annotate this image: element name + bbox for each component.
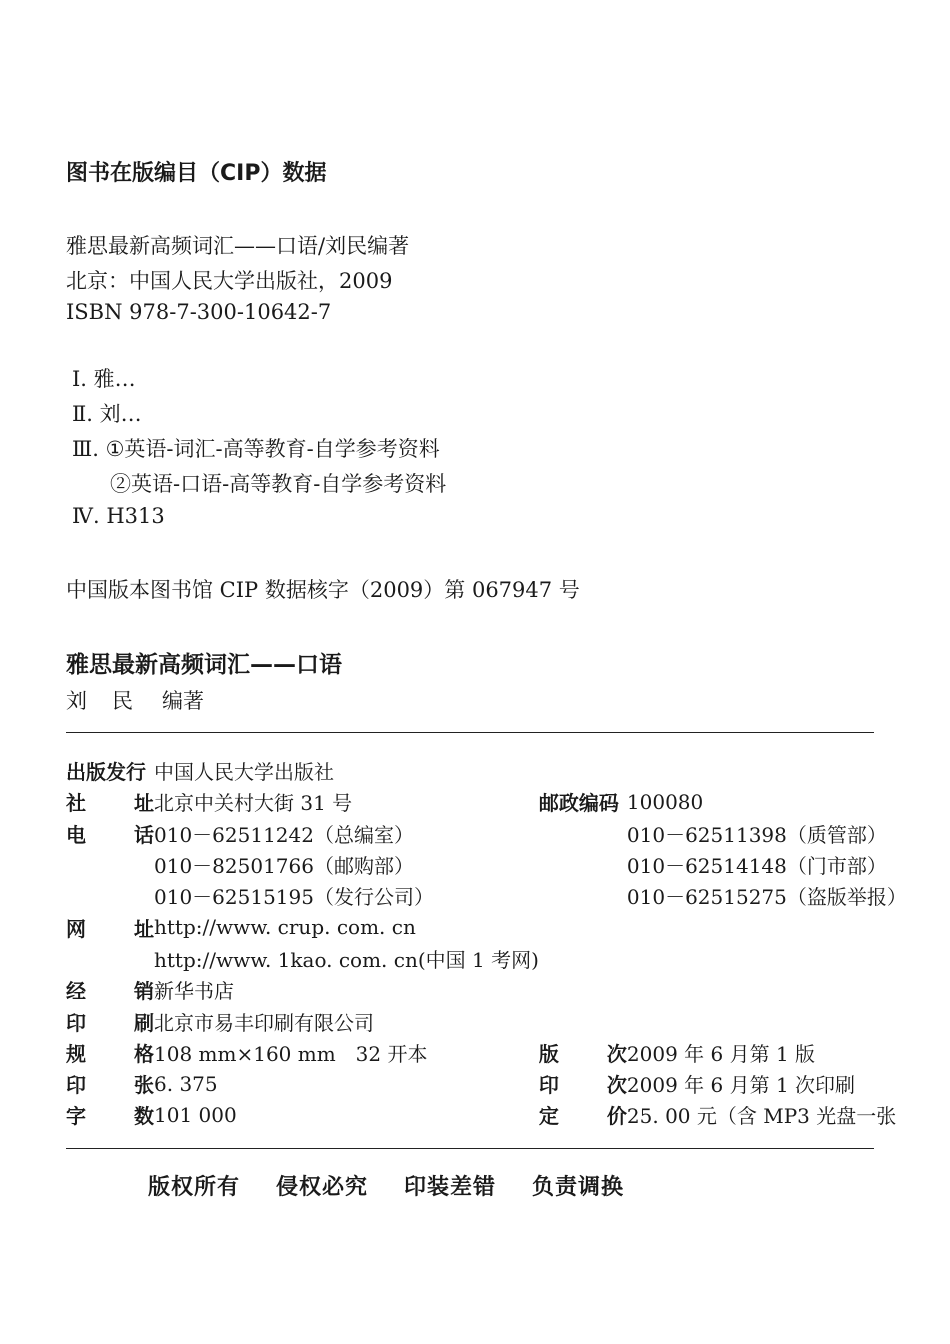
copyright-phrase-1: 版权所有 [148, 1175, 241, 1200]
row-label2-char: 次 [606, 1073, 627, 1098]
row-label [66, 1069, 154, 1098]
row-label2-char: 次 [606, 1041, 627, 1066]
cip-line-publisher: 北京：中国人民大学出版社，2009 [66, 269, 393, 293]
publication-row [66, 880, 907, 911]
author-role: 编著 [162, 689, 204, 713]
row-value2 [627, 974, 907, 1005]
row-label-char: 张 [134, 1073, 154, 1098]
divider-top [66, 732, 874, 733]
row-label [66, 913, 154, 942]
row-label2 [539, 1038, 627, 1067]
row-value: 010－82501766（邮购部） [154, 854, 414, 879]
row-label2 [539, 1069, 627, 1098]
copyright-phrase-3: 印装差错 [404, 1175, 497, 1200]
divider-bottom [66, 1148, 874, 1149]
row-value2: 100080 [626, 789, 704, 814]
row-label [66, 787, 154, 816]
row-label-char: 址 [134, 791, 154, 816]
row-label [66, 756, 154, 785]
row-value: 010－62511242（总编室） [154, 822, 414, 847]
row-value: 010－62515195（发行公司） [154, 885, 434, 910]
row-value2: 25. 00 元（含 MP3 光盘一张 [626, 1104, 897, 1129]
row-value2 [627, 755, 907, 786]
cip-line-isbn: ISBN 978-7-300-10642-7 [66, 300, 332, 324]
publication-row [66, 818, 907, 849]
row-label-char: 话 [134, 822, 154, 847]
cip-class-3b: ②英语-口语-高等教育-自学参考资料 [110, 472, 447, 496]
cip-library-note: 中国版本图书馆 CIP 数据核字（2009）第 067947 号 [66, 578, 580, 602]
copyright-notice [148, 1170, 660, 1201]
cip-class-3: Ⅲ. ①英语-词汇-高等教育-自学参考资料 [72, 437, 440, 461]
book-title: 雅思最新高频词汇——口语 [66, 652, 342, 678]
row-label [66, 1007, 154, 1036]
row-value2 [627, 1005, 907, 1036]
publication-info-table [66, 755, 907, 1131]
cip-line-title: 雅思最新高频词汇——口语/刘民编著 [66, 234, 410, 258]
row-value: 6. 375 [154, 1071, 218, 1096]
publication-row [66, 849, 907, 880]
row-label-char: 电 [66, 822, 86, 847]
row-label [66, 819, 154, 848]
row-label2-char: 版 [538, 1041, 559, 1066]
cip-class-4: Ⅳ. H313 [72, 504, 165, 528]
row-label-char: 销 [134, 979, 154, 1004]
row-value: 108 mm×160 mm 32 开本 [154, 1041, 428, 1066]
row-value2: 2009 年 6 月第 1 次印刷 [626, 1073, 856, 1098]
row-label-char: 字 [66, 1104, 86, 1129]
book-author [66, 685, 204, 715]
row-label-char: 出版发行 [66, 760, 146, 785]
publication-row [66, 974, 907, 1005]
row-label-char: 经 [66, 979, 86, 1004]
publication-row [66, 1068, 907, 1099]
row-value: http://www. 1kao. com. cn(中国 1 考网) [154, 947, 539, 972]
row-label2 [539, 787, 627, 816]
publication-row [66, 943, 907, 974]
row-value: 北京中关村大街 31 号 [154, 791, 353, 816]
publication-row [66, 755, 907, 786]
row-value: http://www. crup. com. cn [154, 915, 416, 940]
row-label2-char: 印 [538, 1073, 559, 1098]
row-label-char: 址 [134, 916, 154, 941]
author-name-1: 刘 [66, 689, 87, 713]
publication-row [66, 1037, 907, 1068]
publication-row [66, 911, 907, 942]
row-label2-char: 定 [538, 1104, 559, 1129]
row-label-char: 规 [66, 1041, 86, 1066]
row-label-char: 格 [134, 1041, 154, 1066]
publication-row [66, 786, 907, 817]
row-value: 101 000 [154, 1102, 237, 1127]
row-value: 新华书店 [154, 979, 234, 1004]
row-value2: 010－62511398（质管部） [626, 822, 887, 847]
row-value: 中国人民大学出版社 [154, 760, 334, 785]
row-value2 [627, 911, 907, 942]
row-value: 北京市易丰印刷有限公司 [154, 1010, 374, 1035]
row-label [66, 975, 154, 1004]
row-value2 [627, 943, 907, 974]
row-label-char: 刷 [134, 1010, 154, 1035]
row-label2-char: 邮政编码 [538, 791, 619, 816]
row-label2 [539, 1100, 627, 1129]
row-value2: 010－62515275（盗版举报） [626, 885, 907, 910]
publication-row [66, 1099, 907, 1130]
row-label2-char: 价 [606, 1104, 627, 1129]
row-label-char: 社 [66, 791, 86, 816]
cip-class-1: Ⅰ. 雅… [72, 367, 136, 391]
row-value2: 010－62514148（门市部） [626, 854, 887, 879]
row-label-char: 印 [66, 1010, 86, 1035]
author-name-2: 民 [112, 689, 133, 713]
cip-heading: 图书在版编目（CIP）数据 [66, 161, 327, 186]
cip-class-2: Ⅱ. 刘… [72, 402, 142, 426]
copyright-phrase-2: 侵权必究 [276, 1175, 369, 1200]
row-value2: 2009 年 6 月第 1 版 [626, 1041, 816, 1066]
row-label [66, 1100, 154, 1129]
row-label [66, 1038, 154, 1067]
copyright-phrase-4: 负责调换 [532, 1175, 625, 1200]
row-label-char: 印 [66, 1073, 86, 1098]
publication-row [66, 1005, 907, 1036]
row-label-char: 数 [134, 1104, 154, 1129]
row-label-char: 网 [66, 916, 86, 941]
